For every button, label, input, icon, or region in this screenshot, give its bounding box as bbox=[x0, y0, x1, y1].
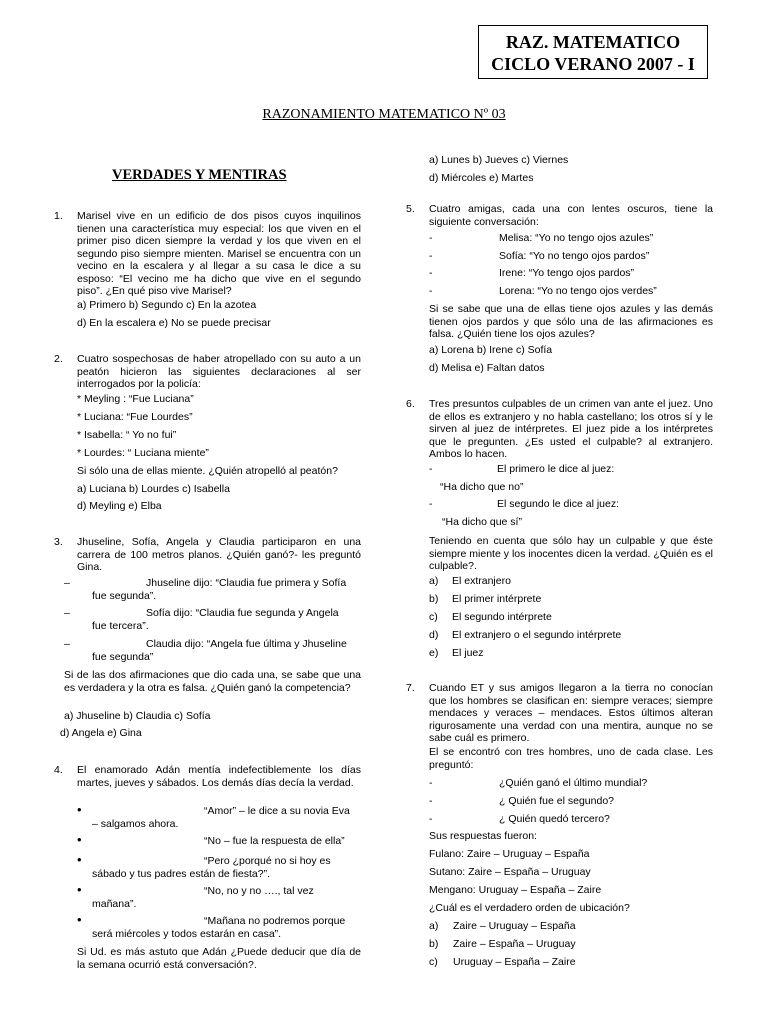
question-number: 3. bbox=[54, 536, 63, 548]
dash: - bbox=[429, 777, 433, 789]
option-text: El primer intérprete bbox=[452, 593, 542, 605]
option-text: El extranjero o el segundo intérprete bbox=[452, 629, 622, 641]
response: Fulano: Zaire – Uruguay – España bbox=[429, 848, 590, 860]
option-letter: c) bbox=[429, 956, 438, 968]
dash: - bbox=[429, 463, 433, 475]
question-2 bbox=[54, 353, 361, 391]
statement: * Lourdes: “ Luciana miente” bbox=[77, 447, 209, 459]
question-1 bbox=[54, 210, 361, 298]
page-title: RAZONAMIENTO MATEMATICO Nº 03 bbox=[262, 107, 506, 122]
dialogue-line: mañana”. bbox=[92, 898, 137, 910]
option-letter: c) bbox=[429, 611, 438, 623]
options-row: a) Primero b) Segundo c) En la azotea bbox=[77, 299, 257, 311]
dialogue-line: “No, no y no …., tal vez bbox=[204, 885, 314, 897]
option-text: Zaire – Uruguay – España bbox=[453, 920, 576, 932]
statement: * Isabella: “ Yo no fui” bbox=[77, 429, 177, 441]
bullet: • bbox=[77, 912, 82, 927]
question-text: Cuando ET y sus amigos llegaron a la tierra no conocían que los hombres se clasifican en: siempre veraces; siempre mendaces y veraces – mendaces. Estos últimos alteran rigurosamente una verdad con una mentira, aunque no se sabe cuál es primero. bbox=[429, 682, 713, 744]
option-text: Zaire – España – Uruguay bbox=[453, 938, 576, 950]
option-letter: b) bbox=[429, 593, 439, 605]
asked-question: ¿Quién ganó el último mundial? bbox=[499, 777, 648, 789]
declaration: Claudia dijo: “Angela fue última y Jhuseline bbox=[146, 638, 347, 650]
dash: - bbox=[429, 813, 433, 825]
question-text: Cuatro amigas, cada una con lentes oscuros, tiene la siguiente conversación: bbox=[429, 203, 713, 228]
course-header-line1: RAZ. MATEMATICO bbox=[505, 32, 681, 52]
dialogue-line: sábado y tus padres están de fiesta?”. bbox=[92, 868, 271, 880]
dialogue-line: “No – fue la respuesta de ella” bbox=[204, 835, 345, 847]
question-5 bbox=[406, 203, 713, 228]
options-row: d) En la escalera e) No se puede precisar bbox=[77, 317, 271, 329]
question-4 bbox=[54, 764, 361, 789]
question-text: Cuatro sospechosas de haber atropellado con su auto a un peatón hicieron las siguientes declaraciones al ser interrogados por la policía: bbox=[77, 353, 361, 390]
dash: - bbox=[429, 250, 433, 262]
question-number: 2. bbox=[54, 353, 63, 365]
option-letter: b) bbox=[429, 938, 439, 950]
dash: - bbox=[429, 498, 433, 510]
question-prompt: Si sólo una de ellas miente. ¿Quién atropelló al peatón? bbox=[77, 465, 338, 477]
declaration: Jhuseline dijo: “Claudia fue primera y Sofía bbox=[146, 577, 347, 589]
dash: - bbox=[429, 232, 433, 244]
options-row: a) Jhuseline b) Claudia c) Sofía bbox=[64, 710, 211, 722]
statement: Melisa: “Yo no tengo ojos azules” bbox=[499, 232, 654, 244]
question-prompt: Teniendo en cuenta que sólo hay un culpable y que éste siempre miente y los inocentes dicen la verdad. ¿Quién es el culpable?. bbox=[429, 535, 713, 572]
course-header-line2: CICLO VERANO 2007 - I bbox=[491, 54, 695, 74]
dialogue-line: “Pero ¿porqué no si hoy es bbox=[204, 855, 331, 867]
question-text: Marisel vive en un edificio de dos pisos cuyos inquilinos tienen una característica muy especial: los que viven en el primer piso dicen siempre la verdad y los que viven en el segundo piso siempre mienten. Marisel se encuentra con un vecino en la escalera y al llegar a su casa le dice a su esposo: “El vecino me ha dicho que vive en el segundo piso”. ¿En qué piso vive Marisel? bbox=[77, 210, 361, 297]
option-text: El juez bbox=[452, 647, 484, 659]
declaration: fue tercera”. bbox=[92, 620, 149, 632]
question-text-continued: El se encontró con tres hombres, uno de cada clase. Les preguntó: bbox=[429, 746, 713, 771]
dash: - bbox=[429, 795, 433, 807]
responses-label: Sus respuestas fueron: bbox=[429, 830, 537, 842]
declaration: Sofía dijo: “Claudia fue segunda y Angela bbox=[146, 607, 339, 619]
dialogue-line: – salgamos ahora. bbox=[92, 818, 179, 830]
options-row: a) Lunes b) Jueves c) Viernes bbox=[429, 154, 569, 166]
option-letter: e) bbox=[429, 647, 439, 659]
statement: * Meyling : “Fue Luciana” bbox=[77, 393, 194, 405]
option-text: El extranjero bbox=[452, 575, 511, 587]
question-number: 7. bbox=[406, 682, 415, 694]
statement: El primero le dice al juez: bbox=[497, 463, 615, 475]
statement: Sofía: “Yo no tengo ojos pardos” bbox=[499, 250, 650, 262]
question-text: Tres presuntos culpables de un crimen van ante el juez. Uno de ellos es extranjero y no habla castellano; los otros sí y le sirven al juez de intérpretes. El juez pide a los intérpretes que le pregunten. ¿Es usted el culpable? al extranjero. Ambos lo hacen. bbox=[429, 398, 713, 460]
section-title: VERDADES Y MENTIRAS bbox=[112, 167, 287, 183]
question-prompt: ¿Cuál es el verdadero orden de ubicación? bbox=[429, 902, 630, 914]
options-row: a) Lorena b) Irene c) Sofía bbox=[429, 344, 553, 356]
dash: – bbox=[64, 638, 70, 650]
question-prompt: Si Ud. es más astuto que Adán ¿Puede deducir que día de la semana ocurrió está conversación?. bbox=[77, 946, 361, 971]
options-row: a) Luciana b) Lourdes c) Isabella bbox=[77, 483, 230, 495]
question-number: 1. bbox=[54, 210, 63, 222]
statement: Lorena: “Yo no tengo ojos verdes” bbox=[499, 285, 657, 297]
bullet: • bbox=[77, 882, 82, 897]
declaration: fue segunda” bbox=[92, 651, 154, 663]
response: Sutano: Zaire – España – Uruguay bbox=[429, 866, 591, 878]
question-number: 5. bbox=[406, 203, 415, 215]
option-text: El segundo intérprete bbox=[452, 611, 552, 623]
question-6 bbox=[406, 398, 713, 461]
dialogue-line: “Mañana no podremos porque bbox=[204, 915, 346, 927]
options-row: d) Melisa e) Faltan datos bbox=[429, 362, 545, 374]
question-text: El enamorado Adán mentía indefectiblemente los días martes, jueves y sábados. Los demás días decía la verdad. bbox=[77, 764, 361, 789]
question-prompt: Si de las dos afirmaciones que dio cada una, se sabe que una es verdadera y la otra es falsa. ¿Quién ganó la competencia? bbox=[64, 669, 361, 694]
dialogue-line: será miércoles y todos estarán en casa”. bbox=[92, 928, 282, 940]
dash: – bbox=[64, 577, 70, 589]
option-letter: a) bbox=[429, 575, 439, 587]
dash: - bbox=[429, 267, 433, 279]
bullet: • bbox=[77, 832, 82, 847]
question-7 bbox=[406, 682, 713, 745]
question-number: 4. bbox=[54, 764, 63, 776]
asked-question: ¿ Quién quedó tercero? bbox=[499, 813, 610, 825]
quote: “Ha dicho que sí” bbox=[442, 516, 522, 528]
asked-question: ¿ Quién fue el segundo? bbox=[499, 795, 614, 807]
response: Mengano: Uruguay – España – Zaire bbox=[429, 884, 602, 896]
option-letter: a) bbox=[429, 920, 439, 932]
course-header-box bbox=[478, 25, 708, 79]
dash: - bbox=[429, 285, 433, 297]
declaration: fue segunda”. bbox=[92, 590, 157, 602]
options-row: d) Angela e) Gina bbox=[60, 727, 142, 739]
dialogue-line: “Amor” – le dice a su novia Eva bbox=[204, 805, 350, 817]
statement: Irene: “Yo tengo ojos pardos” bbox=[499, 267, 635, 279]
quote: “Ha dicho que no” bbox=[440, 481, 524, 493]
question-text: Jhuseline, Sofía, Angela y Claudia participaron en una carrera de 100 metros planos. ¿Quién ganó?- les preguntó Gina. bbox=[77, 536, 361, 573]
bullet: • bbox=[77, 802, 82, 817]
options-row: d) Meyling e) Elba bbox=[77, 500, 162, 512]
question-number: 6. bbox=[406, 398, 415, 410]
options-row: d) Miércoles e) Martes bbox=[429, 172, 534, 184]
dash: – bbox=[64, 607, 70, 619]
question-3 bbox=[54, 536, 361, 574]
question-prompt: Si se sabe que una de ellas tiene ojos azules y las demás tienen ojos pardos y que sólo una de las afirmaciones es falsa. ¿Quién tiene los ojos azules? bbox=[429, 303, 713, 340]
option-text: Uruguay – España – Zaire bbox=[453, 956, 576, 968]
statement: * Luciana: “Fue Lourdes” bbox=[77, 411, 193, 423]
bullet: • bbox=[77, 852, 82, 867]
option-letter: d) bbox=[429, 629, 439, 641]
statement: El segundo le dice al juez: bbox=[497, 498, 619, 510]
